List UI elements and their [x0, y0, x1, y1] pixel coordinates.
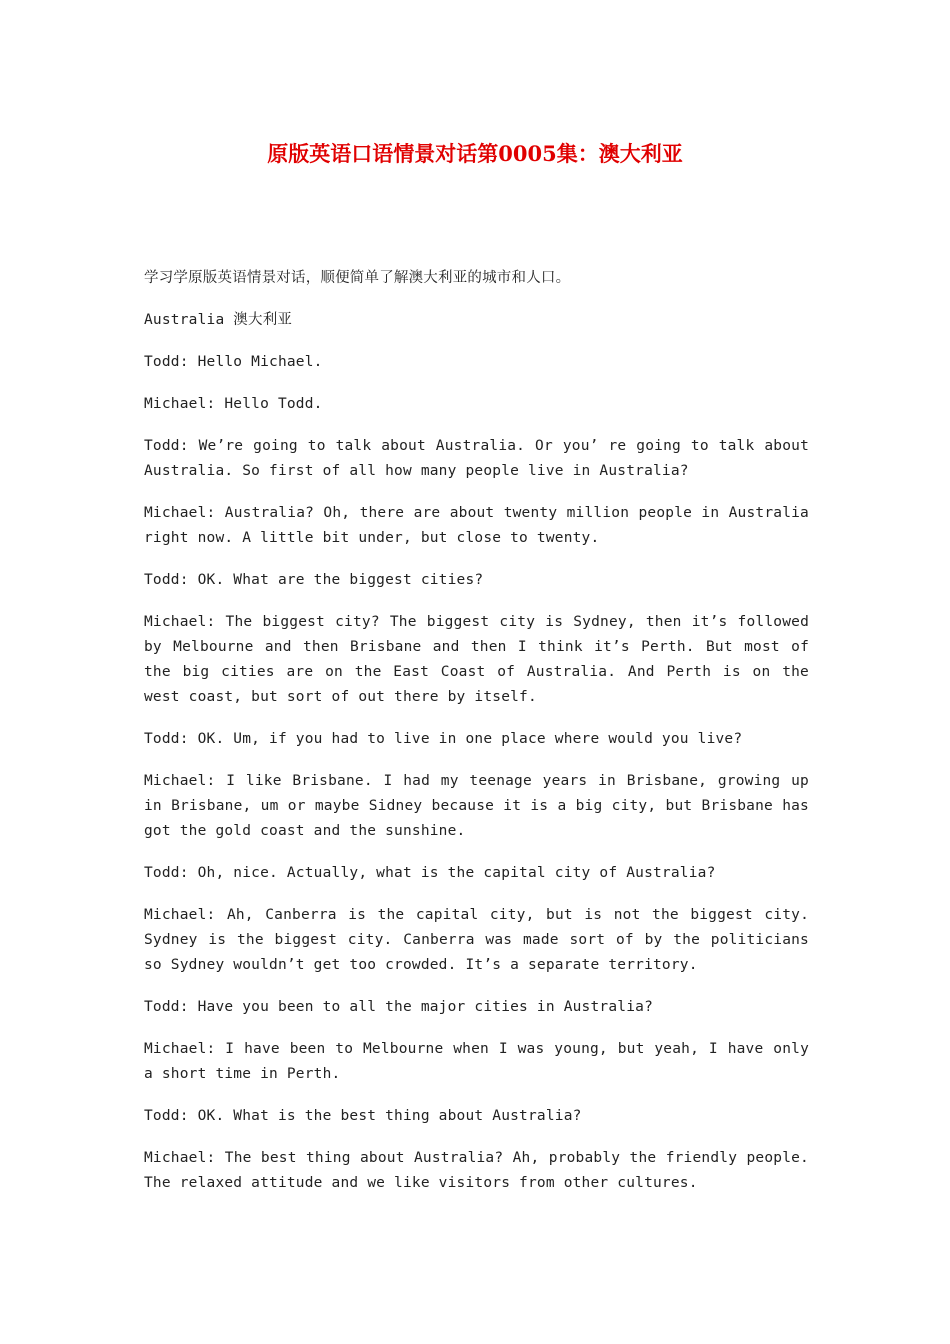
dialogue-line: Michael: I have been to Melbourne when I was young, but yeah, I have only a short time in Perth.	[144, 1041, 809, 1082]
dialogue-line: Michael: The biggest city? The biggest city is Sydney, then it’s followed by Melbourne and then Brisbane and then I think it’s Perth. But most of the big cities are on the East Coast of Australia. And Perth is on the west coast, but sort of out there by itself.	[144, 614, 809, 705]
document-body	[144, 266, 809, 1213]
document-title: 原版英语口语情景对话第0005集：澳大利亚	[267, 141, 683, 166]
section-heading: Australia 澳大利亚	[144, 312, 293, 328]
dialogue-line: Todd: Oh, nice. Actually, what is the capital city of Australia?	[144, 865, 716, 881]
dialogue-line: Michael: The best thing about Australia? Ah, probably the friendly people. The relaxed attitude and we like visitors from other cultures.	[144, 1150, 809, 1191]
dialogue-line: Todd: OK. What are the biggest cities?	[144, 572, 484, 588]
dialogue-line: Todd: Have you been to all the major cities in Australia?	[144, 999, 653, 1015]
intro-paragraph: 学习学原版英语情景对话，顺便简单了解澳大利亚的城市和人口。	[144, 270, 571, 286]
dialogue-line: Todd: We’re going to talk about Australia. Or you’ re going to talk about Australia. So first of all how many people live in Australia?	[144, 438, 809, 479]
dialogue-line: Michael: Ah, Canberra is the capital city, but is not the biggest city. Sydney is the biggest city. Canberra was made sort of by the politicians so Sydney wouldn’t get too crowded. It’s a separate territory.	[144, 907, 809, 973]
dialogue-line: Todd: Hello Michael.	[144, 354, 323, 370]
dialogue-line: Michael: Australia? Oh, there are about twenty million people in Australia right now. A little bit under, but close to twenty.	[144, 505, 809, 546]
dialogue-line: Michael: I like Brisbane. I had my teenage years in Brisbane, growing up in Brisbane, um or maybe Sidney because it is a big city, but Brisbane has got the gold coast and the sunshine.	[144, 773, 809, 839]
dialogue-line: Todd: OK. What is the best thing about Australia?	[144, 1108, 582, 1124]
dialogue-line: Todd: OK. Um, if you had to live in one place where would you live?	[144, 731, 743, 747]
dialogue-line: Michael: Hello Todd.	[144, 396, 323, 412]
